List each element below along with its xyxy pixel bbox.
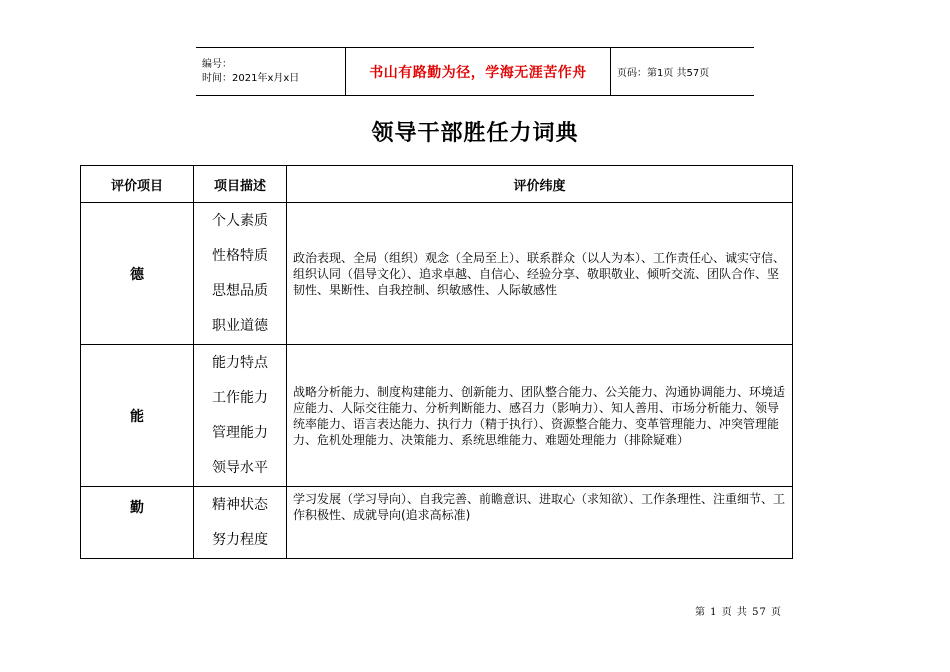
table-header-row [81, 166, 793, 203]
description-item: 思想品质 [212, 282, 268, 299]
column-header-item: 评价项目 [81, 166, 194, 203]
number-label: 编号： [202, 58, 232, 70]
description-item: 个人素质 [212, 212, 268, 229]
description-item: 精神状态 [212, 496, 268, 513]
description-item: 管理能力 [212, 424, 268, 441]
row-descriptions [194, 487, 287, 559]
description-item: 领导水平 [212, 459, 268, 476]
description-item: 职业道德 [212, 317, 268, 334]
description-item: 工作能力 [212, 389, 268, 406]
page-info: 页码：第1页 共57页 [611, 48, 755, 96]
description-item: 性格特质 [212, 247, 268, 264]
row-dimensions: 政治表现、全局（组织）观念（全局至上）、联系群众（以人为本）、工作责任心、诚实守信、组织认同（倡导文化）、追求卓越、自信心、经验分享、敬职敬业、倾听交流、团队合作、坚韧性、果断性、自我控制、织敏感性、人际敏感性 [287, 203, 793, 345]
row-dimensions: 学习发展（学习导向）、自我完善、前瞻意识、进取心（求知欲）、工作条理性、注重细节、工作积极性、成就导向(追求高标准) [287, 487, 793, 559]
row-category: 勤 [81, 487, 194, 559]
motto: 书山有路勤为径，学海无涯苦作舟 [346, 48, 611, 96]
row-descriptions [194, 203, 287, 345]
document-title: 领导干部胜任力词典 [371, 121, 579, 146]
row-descriptions [194, 345, 287, 487]
table-row [81, 487, 793, 559]
row-category: 德 [81, 203, 194, 345]
description-item: 努力程度 [212, 531, 268, 548]
table-row [81, 345, 793, 487]
column-header-description: 项目描述 [194, 166, 287, 203]
time-label: 时间：2021年x月x日 [202, 72, 300, 84]
competency-table [80, 165, 793, 559]
row-category: 能 [81, 345, 194, 487]
page-footer: 第 1 页 共 57 页 [695, 607, 782, 618]
table-row [81, 203, 793, 345]
document-header [196, 47, 754, 96]
header-left-cell [196, 48, 346, 96]
row-dimensions: 战略分析能力、制度构建能力、创新能力、团队整合能力、公关能力、沟通协调能力、环境适应能力、人际交往能力、分析判断能力、感召力（影响力）、知人善用、市场分析能力、领导统率能力、语言表达能力、执行力（精于执行）、资源整合能力、变革管理能力、冲突管理能力、危机处理能力、决策能力、系统思维能力、难题处理能力（排除疑难） [287, 345, 793, 487]
column-header-dimensions: 评价纬度 [287, 166, 793, 203]
description-item: 能力特点 [212, 354, 268, 371]
